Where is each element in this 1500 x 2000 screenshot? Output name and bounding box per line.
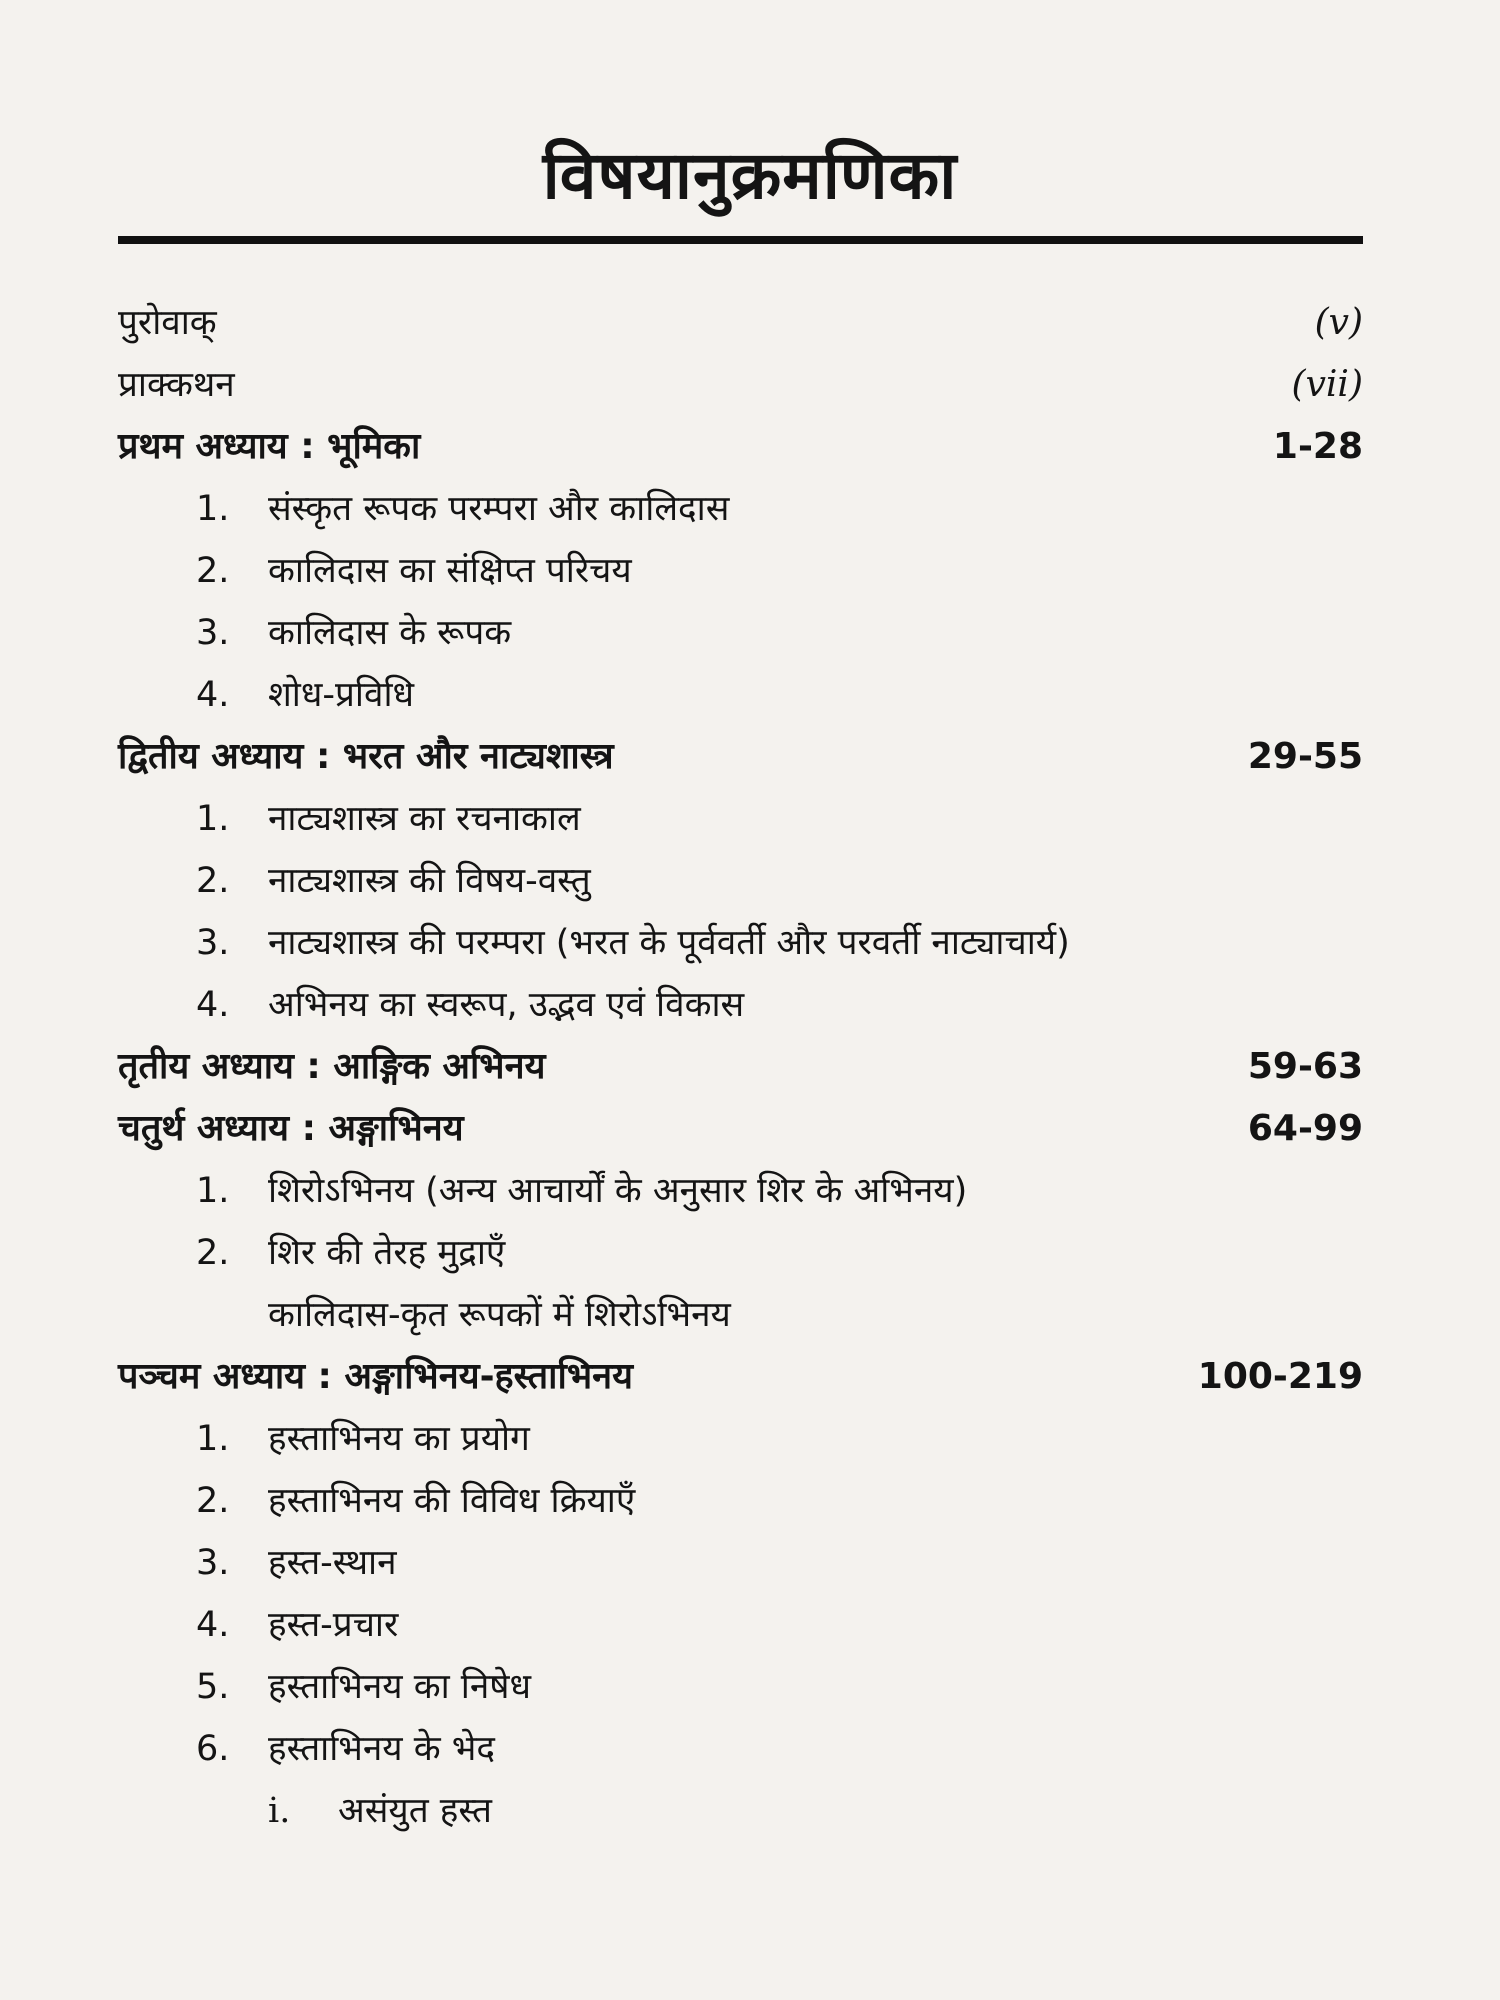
toc-chapter-2[interactable]	[118, 726, 1363, 788]
item-label: कालिदास का संक्षिप्त परिचय	[268, 551, 632, 591]
toc-page-range: 1-28	[1272, 426, 1363, 467]
toc-item[interactable]	[118, 478, 1363, 540]
toc-entry-prakkathan[interactable]	[118, 354, 1363, 416]
subitem-number: i.	[268, 1791, 291, 1831]
item-number: 1.	[196, 799, 230, 839]
toc-entry-purovak[interactable]	[118, 292, 1363, 354]
subitem-label: असंयुत हस्त	[338, 1791, 492, 1831]
item-number: 3.	[196, 613, 230, 653]
item-number: 1.	[196, 1171, 230, 1211]
item-number: 2.	[196, 1233, 230, 1273]
item-label: नाट्यशास्त्र की विषय-वस्तु	[268, 861, 591, 901]
toc-page-range: (v)	[1314, 302, 1363, 343]
toc-page-range: 29-55	[1247, 736, 1363, 777]
toc-item[interactable]	[118, 1532, 1363, 1594]
item-number: 2.	[196, 551, 230, 591]
toc-page-range: 100-219	[1197, 1356, 1363, 1397]
toc-item[interactable]	[118, 1222, 1363, 1284]
item-label: शिर की तेरह मुद्राएँ	[268, 1233, 506, 1273]
toc-item[interactable]	[118, 1656, 1363, 1718]
title-underline	[118, 236, 1363, 244]
toc-chapter-1[interactable]	[118, 416, 1363, 478]
item-number: 2.	[196, 861, 230, 901]
item-number: 6.	[196, 1729, 230, 1769]
item-label: हस्ताभिनय का प्रयोग	[268, 1419, 530, 1459]
toc-item[interactable]	[118, 912, 1363, 974]
toc-chapter-4[interactable]	[118, 1098, 1363, 1160]
toc-item[interactable]	[118, 602, 1363, 664]
toc-page-range: (vii)	[1291, 364, 1363, 405]
chapter-title: तृतीय अध्याय : आङ्गिक अभिनय	[118, 1046, 546, 1087]
toc-item-continuation[interactable]	[118, 1284, 1363, 1346]
toc-item[interactable]	[118, 540, 1363, 602]
chapter-title: चतुर्थ अध्याय : अङ्गाभिनय	[118, 1108, 464, 1149]
item-label: संस्कृत रूपक परम्परा और कालिदास	[268, 489, 730, 529]
toc-item[interactable]	[118, 788, 1363, 850]
item-number: 1.	[196, 1419, 230, 1459]
toc-entry-label: पुरोवाक्	[118, 303, 217, 343]
table-of-contents	[118, 292, 1363, 1842]
toc-subitem[interactable]	[118, 1780, 1363, 1842]
chapter-title: प्रथम अध्याय : भूमिका	[118, 426, 421, 467]
item-label: नाट्यशास्त्र की परम्परा (भरत के पूर्ववर्ती और परवर्ती नाट्याचार्य)	[268, 923, 1070, 963]
chapter-title: पञ्चम अध्याय : अङ्गाभिनय-हस्ताभिनय	[118, 1356, 633, 1397]
item-number: 3.	[196, 1543, 230, 1583]
toc-chapter-3[interactable]	[118, 1036, 1363, 1098]
toc-page-range: 64-99	[1247, 1108, 1363, 1149]
item-label: कालिदास-कृत रूपकों में शिरोऽभिनय	[268, 1295, 731, 1335]
item-number: 5.	[196, 1667, 230, 1707]
item-number: 3.	[196, 923, 230, 963]
item-number: 2.	[196, 1481, 230, 1521]
toc-item[interactable]	[118, 1470, 1363, 1532]
toc-item[interactable]	[118, 664, 1363, 726]
toc-item[interactable]	[118, 1160, 1363, 1222]
page-title: विषयानुक्रमणिका	[542, 137, 958, 214]
toc-entry-label: प्राक्कथन	[118, 365, 235, 405]
item-label: हस्ताभिनय के भेद	[268, 1729, 495, 1769]
item-label: अभिनय का स्वरूप, उद्भव एवं विकास	[268, 985, 745, 1025]
toc-item[interactable]	[118, 1718, 1363, 1780]
item-label: नाट्यशास्त्र का रचनाकाल	[268, 799, 581, 839]
toc-item[interactable]	[118, 1594, 1363, 1656]
item-label: कालिदास के रूपक	[268, 613, 512, 653]
chapter-title: द्वितीय अध्याय : भरत और नाट्यशास्त्र	[118, 736, 614, 777]
item-label: हस्त-प्रचार	[268, 1605, 399, 1645]
toc-item[interactable]	[118, 974, 1363, 1036]
toc-item[interactable]	[118, 1408, 1363, 1470]
item-number: 1.	[196, 489, 230, 529]
item-label: हस्ताभिनय का निषेध	[268, 1667, 532, 1707]
item-number: 4.	[196, 1605, 230, 1645]
toc-item[interactable]	[118, 850, 1363, 912]
item-number: 4.	[196, 675, 230, 715]
toc-page-range: 59-63	[1247, 1046, 1363, 1087]
item-number: 4.	[196, 985, 230, 1025]
item-label: शिरोऽभिनय (अन्य आचार्यों के अनुसार शिर के अभिनय)	[268, 1171, 968, 1211]
item-label: हस्त-स्थान	[268, 1543, 397, 1583]
item-label: शोध-प्रविधि	[268, 675, 415, 715]
toc-chapter-5[interactable]	[118, 1346, 1363, 1408]
item-label: हस्ताभिनय की विविध क्रियाएँ	[268, 1481, 636, 1521]
